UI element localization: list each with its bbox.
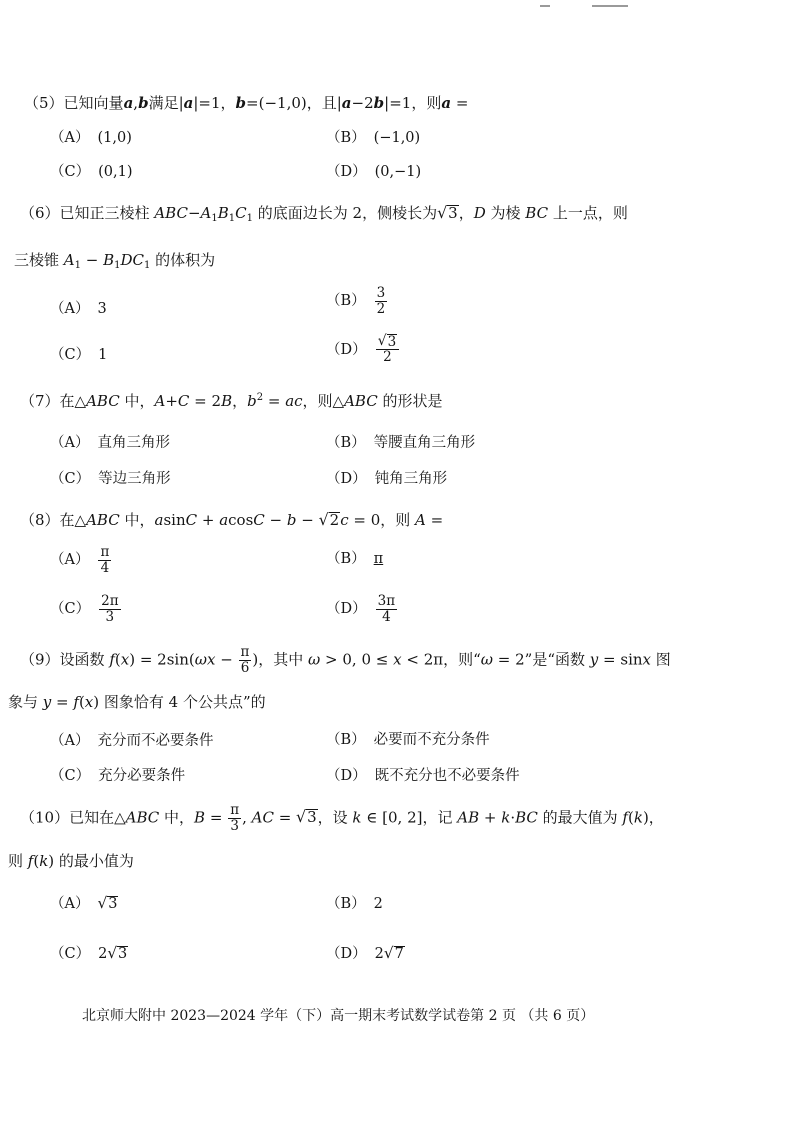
question-10-option-a: （A） √ 3 <box>50 894 118 912</box>
question-8-option-c-fraction: $\frac{2\pi}{3}$ <box>101 593 119 625</box>
page-footer: 北京师大附中 2023—2024 学年（下）高一期末考试数学试卷第 2 页 （共 6 页） <box>82 1008 595 1024</box>
question-10-stem-line-2: 则 f(k) 的最小值为 <box>8 852 134 870</box>
question-5-option-c: （C） (0,1) <box>50 164 133 180</box>
question-10-stem: （10）已知在△ABC 中，B = $\frac{\pi}{3}$ , AC = √ 3 ，设 k ∈ [0, 2]，记 AB + k·BC 的最大值为 f(k)， <box>20 802 664 834</box>
question-5-option-d: （D） (0,−1) <box>326 164 422 180</box>
question-5-option-b: （B） (−1,0) <box>326 130 421 146</box>
question-10-option-b: （B） 2 <box>326 896 383 912</box>
question-6-stem-line-2: 三棱锥 $A_1 - B_1DC_1$ 的体积为 <box>14 251 216 271</box>
scan-artifact <box>540 5 550 7</box>
question-10-option-d: （D） 2 √ 7 <box>326 944 404 962</box>
question-8-option-a: （A） $\frac{\pi}{4}$ <box>50 544 110 576</box>
scan-artifact <box>592 5 628 7</box>
question-6-stem: （6）已知正三棱柱 $ABC-A_1B_1C_1$ 的底面边长为 2，侧棱长为 √ 3 ，D 为棱 BC 上一点，则 <box>20 203 628 224</box>
question-7-option-d: （D） 钝角三角形 <box>326 471 448 487</box>
question-9-option-d: （D） 既不充分也不必要条件 <box>326 768 520 784</box>
question-9-option-b: （B） 必要而不充分条件 <box>326 732 490 748</box>
question-9-option-c: （C） 充分必要条件 <box>50 768 186 784</box>
question-8-option-b: （B） π <box>326 551 384 567</box>
question-9-stem: （9）设函数 f(x) = 2sin(ωx − $\frac{\pi}{6}$ )，其中 ω > 0, 0 ≤ x < 2π，则“ω = 2”是“函数 y = sinx 图 <box>20 644 671 676</box>
question-8-option-c: （C） $\frac{2\pi}{3}$ <box>50 593 119 625</box>
question-8-option-a-fraction: $\frac{\pi}{4}$ <box>100 544 110 576</box>
question-5-option-a: （A） (1,0) <box>50 130 132 146</box>
question-6-option-b-fraction: $\frac{3}{2}$ <box>376 285 386 317</box>
question-10-option-a-value: √ 3 <box>97 894 118 912</box>
question-7-option-c: （C） 等边三角形 <box>50 471 171 487</box>
question-6-option-c: （C） 1 <box>50 347 108 363</box>
question-8-stem: （8）在△ABC 中，asinC + acosC − b − √ 2 c = 0，则 A = <box>20 510 444 529</box>
question-9-stem-line-2: 象与 y = f(x) 图象恰有 4 个公共点”的 <box>8 693 266 711</box>
question-8-option-d: （D） $\frac{3\pi}{4}$ <box>326 593 396 625</box>
question-7-stem: （7）在△ABC 中，A+C = 2B，$b^2$ = ac，则△ABC 的形状是 <box>20 392 443 410</box>
question-7-option-b: （B） 等腰直角三角形 <box>326 435 476 451</box>
question-5-stem: （5）已知向量a,b满足|a|=1，b=(−1,0)，且|a−2b|=1，则a = <box>24 94 469 112</box>
question-10-option-c-value: √ 3 <box>107 944 128 962</box>
question-7-option-a: （A） 直角三角形 <box>50 435 170 451</box>
question-6-option-d: （D） √ 3 2 <box>326 334 400 365</box>
question-8-option-d-fraction: $\frac{3\pi}{4}$ <box>377 593 396 625</box>
question-6-option-b: （B） $\frac{3}{2}$ <box>326 285 386 317</box>
question-6-option-a: （A） 3 <box>50 301 107 317</box>
question-10-option-c: （C） 2 √ 3 <box>50 944 128 962</box>
question-10-option-d-value: √ 7 <box>383 944 404 962</box>
question-9-option-a: （A） 充分而不必要条件 <box>50 733 214 749</box>
question-6-option-d-fraction: √ 3 2 <box>376 334 400 365</box>
